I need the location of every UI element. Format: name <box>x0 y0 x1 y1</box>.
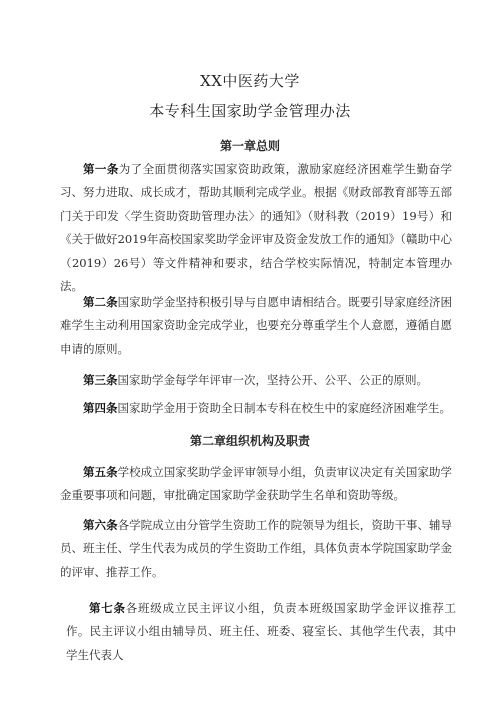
article-4 <box>60 397 452 420</box>
article-text: 各学院成立由分管学生资助工作的院领导为组长，资助干事、辅导员、班主任、学生代表为成员的学生资助工作组，具体负责本学院国家助学金的评审、推荐工作。 <box>60 518 453 579</box>
chapter-heading-organization: 第二章组织机构及职责 <box>189 434 310 448</box>
article-label: 第五条 <box>83 465 118 479</box>
article-label: 第一条 <box>83 162 119 176</box>
article-label: 第三条 <box>83 373 118 387</box>
article-text: 学校成立国家奖助学金评审领导小组，负责审议决定有关国家助学金重要事项和问题，审批确定国家助学金获助学生名单和资助等级。 <box>60 465 453 503</box>
article-6 <box>60 514 452 584</box>
article-text: 为了全面贯彻落实国家资助政策，激励家庭经济困难学生勤奋学习、努力进取、成长成才，帮助其顺利完成学业。根据《财政部教育部等五部门关于印发〈学生资助资助管理办法〉的通知》（财科教（2019）19号）和《关于做好2019年高校国家奖助学金评审及资金发放工作的通知》（赣助中心（2019）26号）等文件精神和要求，结合学校实际情况，特制定本管理办法。 <box>60 162 452 294</box>
article-text: 国家助学金用于资助全日制本专科在校生中的家庭经济困难学生。 <box>117 401 451 415</box>
article-label: 第二条 <box>83 295 118 309</box>
chapter-heading-general: 第一章总则 <box>219 139 280 153</box>
article-text: 各班级成立民主评议小组，负责本班级国家助学金评议推荐工作。民主评议小组由辅导员、班主任、班委、寝室长、其他学生代表，其中学生代表人 <box>66 601 457 662</box>
article-label: 第六条 <box>83 518 118 532</box>
document-title-regulation: 本专科生国家助学金管理办法 <box>149 102 351 120</box>
article-3 <box>60 369 452 392</box>
article-label: 第七条 <box>89 601 126 615</box>
article-5 <box>60 461 452 508</box>
article-1 <box>60 158 452 298</box>
article-text: 国家助学金坚持积极引导与自愿申请相结合。既要引导家庭经济困难学生主动利用国家资助金完成学业，也要充分尊重学生个人意愿，遵循自愿申请的原则。 <box>60 295 453 356</box>
article-label: 第四条 <box>83 401 118 415</box>
article-2 <box>60 291 452 361</box>
document-title-university: XX中医药大学 <box>200 72 300 90</box>
article-text: 国家助学金每学年评审一次，坚持公开、公平、公正的原则。 <box>117 373 428 387</box>
article-7 <box>66 597 456 667</box>
